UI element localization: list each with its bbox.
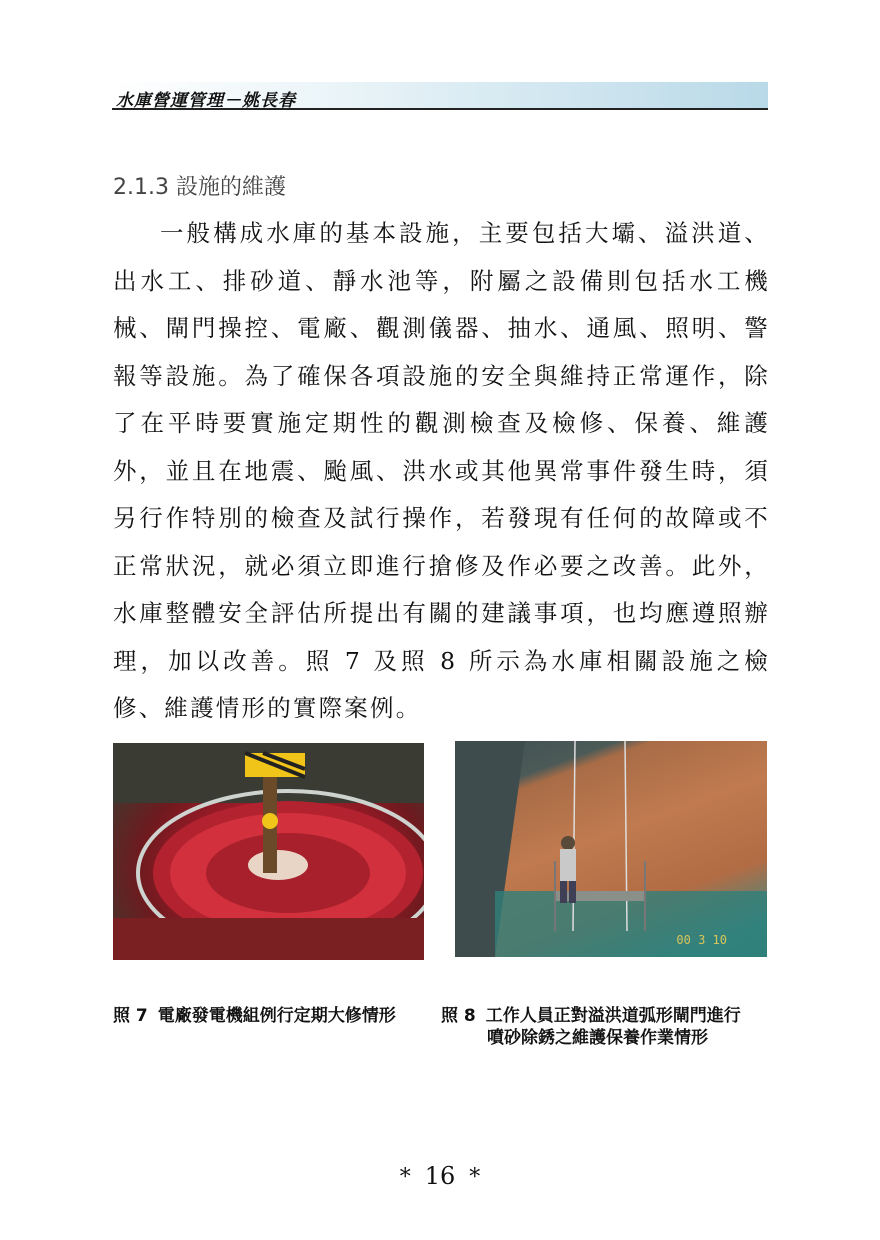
page-footer <box>0 1162 880 1190</box>
paragraph-text: 一般構成水庫的基本設施，主要包括大壩、溢洪道、出水工、排砂道、靜水池等，附屬之設備則包括水工機械、閘門操控、電廠、觀測儀器、抽水、通風、照明、警報等設施。為了確保各項設施的安全與維持正常運作，除了在平時要實施定期性的觀測檢查及檢修、保養、維護外，並且在地震、颱風、洪水或其他異常事件發生時，須另行作特別的檢查及試行操作，若發現有任何的故障或不正常狀況，就必須立即進行搶修及作必要之改善。此外，水庫整體安全評估所提出有關的建議事項，也均應遵照辦理，加以改善。照 7 及照 8 所示為水庫相關設施之檢修、維護情形的實際案例。 <box>113 219 770 722</box>
photo-7-caption-text: 電廠發電機組例行定期大修情形 <box>157 1006 396 1026</box>
photo-8-caption <box>441 1005 771 1049</box>
header-title: 水庫營運管理－姚長春 <box>116 91 296 111</box>
spillway-photo-illustration <box>455 741 767 957</box>
photo-8-caption-line2: 噴砂除銹之維護保養作業情形 <box>487 1028 708 1048</box>
page-number: 16 <box>424 1162 456 1190</box>
footer-star-right: * <box>469 1165 481 1190</box>
photo-date-stamp: 00 3 10 <box>676 933 727 947</box>
photo-8-caption-line1: 工作人員正對溢洪道弧形閘門進行 <box>485 1006 741 1026</box>
generator-overhaul-photo <box>113 743 424 960</box>
running-header <box>112 82 768 110</box>
photo-7-number: 照 7 <box>113 1006 148 1026</box>
photo-8-number: 照 8 <box>441 1006 476 1026</box>
footer-star-left: * <box>399 1165 411 1190</box>
body-paragraph <box>113 210 770 733</box>
photo-7-caption <box>113 1005 433 1027</box>
generator-photo-illustration <box>113 743 424 960</box>
section-heading: 2.1.3 設施的維護 <box>113 175 286 200</box>
spillway-gate-photo <box>455 741 767 957</box>
